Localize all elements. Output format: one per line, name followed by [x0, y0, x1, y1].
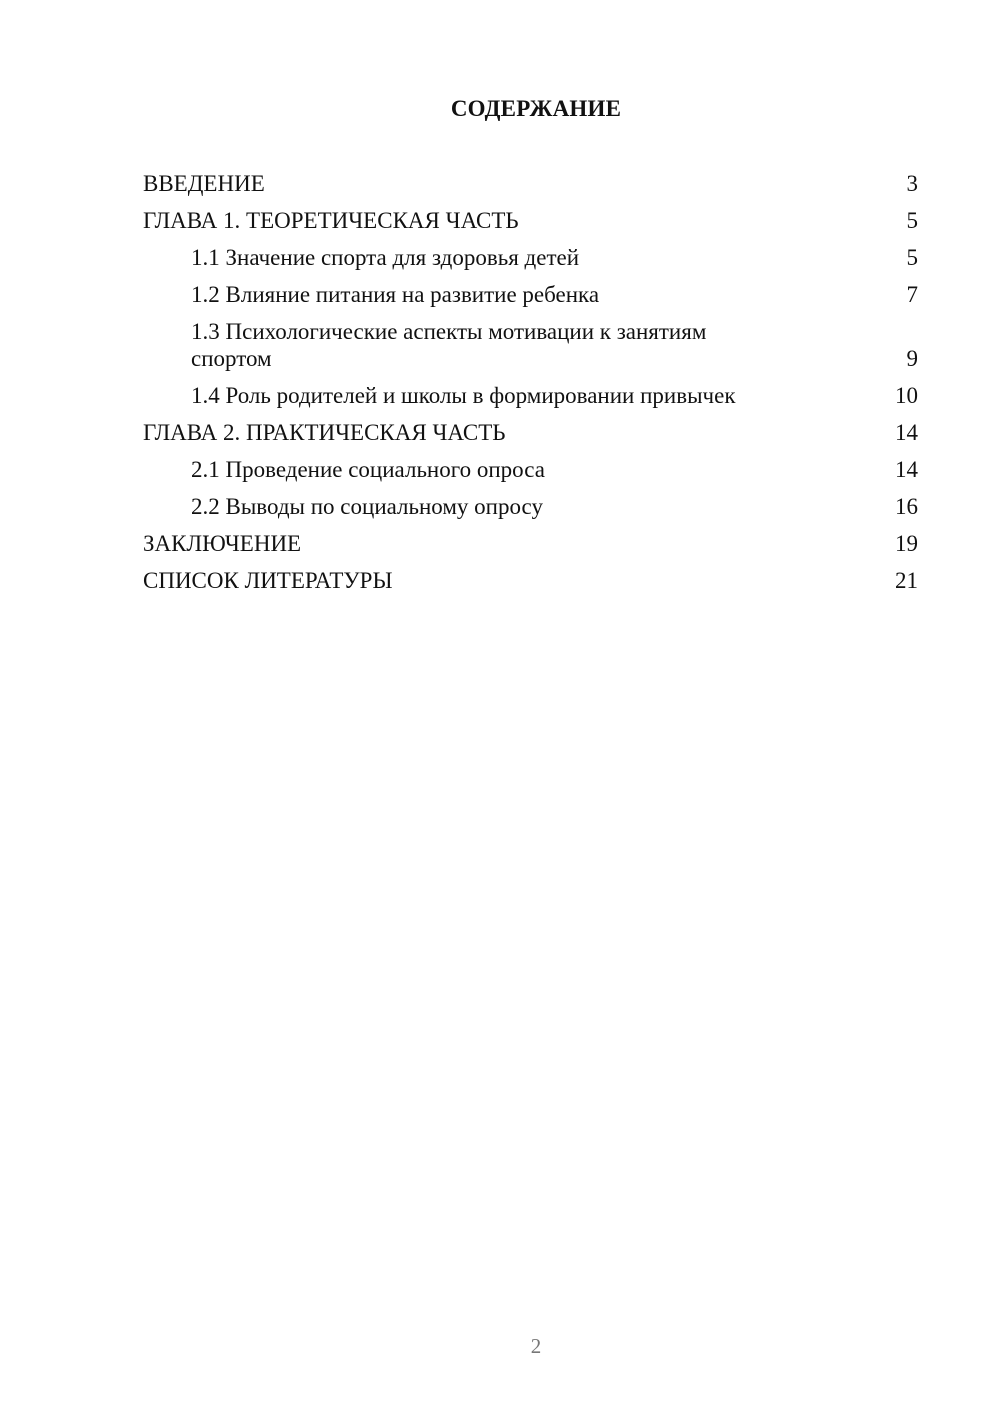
toc-entry-section-2-1 — [143, 456, 918, 483]
toc-entry-page: 14 — [895, 457, 918, 482]
toc-entry-page: 14 — [895, 420, 918, 445]
toc-entry-references — [143, 567, 918, 594]
toc-entry-conclusion — [143, 530, 918, 557]
toc-entry-page: 3 — [906, 171, 918, 196]
toc-entry-section-2-2 — [143, 493, 918, 520]
toc-entry-label: ВВЕДЕНИЕ — [143, 171, 265, 196]
toc-entry-label: 1.4 Роль родителей и школы в формировании привычек — [191, 383, 736, 408]
toc-entry-chapter-1 — [143, 207, 918, 234]
toc-entry-page: 10 — [895, 383, 918, 408]
toc-entry-label: 1.1 Значение спорта для здоровья детей — [191, 245, 580, 270]
page-number: 2 — [530, 1334, 542, 1358]
toc-entry-page: 5 — [906, 208, 918, 233]
toc-entry-section-1-1 — [143, 244, 918, 271]
toc-entry-page: 16 — [895, 494, 918, 519]
toc-entry-label: ГЛАВА 1. ТЕОРЕТИЧЕСКАЯ ЧАСТЬ — [143, 208, 519, 233]
toc-entry-label: 1.2 Влияние питания на развитие ребенка — [191, 282, 600, 307]
toc-entry-page: 5 — [906, 245, 918, 270]
toc-entry-section-1-2 — [143, 281, 918, 308]
toc-entry-page: 19 — [895, 531, 918, 556]
toc-entry-label: 1.3 Психологические аспекты мотивации к занятиям спортом — [191, 319, 707, 371]
toc-entry-page: 21 — [895, 568, 918, 593]
toc-title: СОДЕРЖАНИЕ — [450, 96, 622, 121]
toc-entry-chapter-2 — [143, 419, 918, 446]
table-of-contents — [143, 170, 918, 604]
toc-entry-label: 2.1 Проведение социального опроса — [191, 457, 545, 482]
toc-entry-section-1-3 — [143, 318, 918, 372]
toc-entry-label: 2.2 Выводы по социальному опросу — [191, 494, 543, 519]
toc-entry-section-1-4 — [143, 382, 918, 409]
toc-entry-label: ГЛАВА 2. ПРАКТИЧЕСКАЯ ЧАСТЬ — [143, 420, 506, 445]
toc-entry-page: 7 — [906, 282, 918, 307]
toc-entry-introduction — [143, 170, 918, 197]
toc-entry-page: 9 — [906, 346, 918, 371]
toc-entry-label: ЗАКЛЮЧЕНИЕ — [143, 531, 302, 556]
toc-entry-label: СПИСОК ЛИТЕРАТУРЫ — [143, 568, 393, 593]
